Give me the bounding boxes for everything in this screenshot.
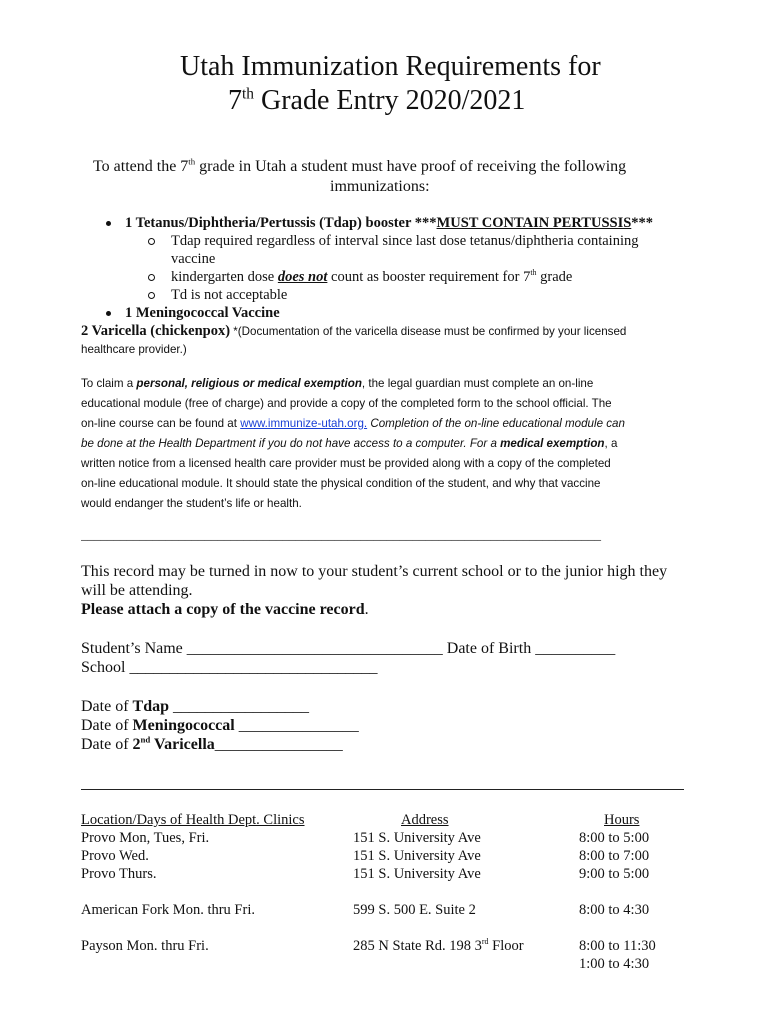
- requirement-meningococcal: 1 Meningococcal Vaccine: [125, 305, 280, 321]
- clinic-address: 285 N State Rd. 198 3rd Floor: [353, 937, 524, 954]
- divider-line: ________________________________________________________________________________: [81, 527, 601, 542]
- table-row: [81, 937, 689, 955]
- clinic-hours: 1:00 to 4:30: [579, 956, 650, 972]
- table-row: [81, 847, 689, 865]
- meningococcal-date-field[interactable]: Date of Meningococcal _______________: [81, 717, 359, 734]
- column-header-address: Address: [401, 812, 449, 828]
- clinics-table: [81, 811, 689, 973]
- sub-bullet-icon: [148, 238, 155, 245]
- immunize-utah-link[interactable]: www.immunize-utah.org.: [240, 417, 368, 430]
- column-header-location: Location/Days of Health Dept. Clinics: [81, 812, 305, 828]
- exemption-line6: on-line educational module. It should state the physical condition of the student, and why that vaccine: [81, 477, 601, 490]
- exemption-line4: be done at the Health Department if you do not have access to a computer. For a medical exemption, a: [81, 437, 618, 450]
- table-header-row: [81, 811, 689, 829]
- clinic-address: 599 S. 500 E. Suite 2: [353, 902, 476, 918]
- exemption-line7: would endanger the student’s life or health.: [81, 497, 302, 510]
- requirement-sub3: Td is not acceptable: [171, 287, 288, 303]
- exemption-line2: educational module (free of charge) and provide a copy of the completed form to the school official. The: [81, 397, 612, 410]
- table-row: [81, 829, 689, 847]
- clinic-address: 151 S. University Ave: [353, 830, 481, 846]
- record-line2: will be attending.: [81, 582, 193, 599]
- clinic-location: Provo Wed.: [81, 848, 149, 864]
- requirement-sub1-line1: Tdap required regardless of interval since last dose tetanus/diphtheria containing: [171, 233, 639, 249]
- clinic-hours: 8:00 to 7:00: [579, 848, 650, 864]
- clinic-location: Provo Thurs.: [81, 866, 157, 882]
- table-row: [81, 955, 689, 973]
- clinic-hours: 8:00 to 5:00: [579, 830, 650, 846]
- table-row: [81, 901, 689, 919]
- page-title-line1: Utah Immunization Requirements for: [180, 51, 601, 82]
- page-title-line2: 7th Grade Entry 2020/2021: [228, 85, 526, 116]
- clinic-hours: 8:00 to 4:30: [579, 902, 650, 918]
- clinic-address: 151 S. University Ave: [353, 866, 481, 882]
- sub-bullet-icon: [148, 274, 155, 281]
- exemption-line1: To claim a personal, religious or medical exemption, the legal guardian must complete an on-line: [81, 377, 594, 390]
- clinic-location: Payson Mon. thru Fri.: [81, 938, 209, 954]
- tdap-date-field[interactable]: Date of Tdap _________________: [81, 698, 309, 715]
- bullet-icon: [106, 221, 111, 226]
- bullet-icon: [106, 311, 111, 316]
- requirement-sub2: kindergarten dose does not count as booster requirement for 7th grade: [171, 268, 573, 285]
- requirement-varicella: 2 Varicella (chickenpox) *(Documentation of the varicella disease must be confirmed by your licensed: [81, 323, 627, 339]
- exemption-line3: on-line course can be found at www.immunize-utah.org. Completion of the on-line educational module can: [81, 417, 625, 430]
- clinic-hours: 9:00 to 5:00: [579, 866, 650, 882]
- intro-line1: To attend the 7th grade in Utah a student must have proof of receiving the following: [93, 156, 627, 175]
- clinic-location: American Fork Mon. thru Fri.: [81, 902, 255, 918]
- clinic-address: 151 S. University Ave: [353, 848, 481, 864]
- requirement-tdap: 1 Tetanus/Diphtheria/Pertussis (Tdap) booster ***MUST CONTAIN PERTUSSIS***: [125, 215, 654, 231]
- intro-line2: immunizations:: [330, 178, 430, 195]
- date-of-birth-field[interactable]: Date of Birth __________: [442, 640, 616, 657]
- clinic-hours: 8:00 to 11:30: [579, 938, 656, 954]
- requirement-varicella-note: healthcare provider.): [81, 343, 187, 356]
- school-field[interactable]: School _______________________________: [81, 659, 378, 676]
- record-line1: This record may be turned in now to your student’s current school or to the junior high they: [81, 563, 668, 580]
- column-header-hours: Hours: [604, 812, 640, 828]
- clinic-location: Provo Mon, Tues, Fri.: [81, 830, 210, 846]
- record-line3: Please attach a copy of the vaccine record.: [81, 601, 369, 618]
- requirement-sub1-line2: vaccine: [171, 251, 216, 267]
- varicella-date-field[interactable]: Date of 2nd Varicella________________: [81, 734, 343, 753]
- student-name-field[interactable]: Student’s Name ________________________________ Date of Birth __________: [81, 640, 616, 657]
- section-rule: [81, 789, 684, 790]
- exemption-line5: written notice from a licensed health care provider must be provided along with a copy of the completed: [81, 457, 611, 470]
- sub-bullet-icon: [148, 292, 155, 299]
- table-row: [81, 865, 689, 883]
